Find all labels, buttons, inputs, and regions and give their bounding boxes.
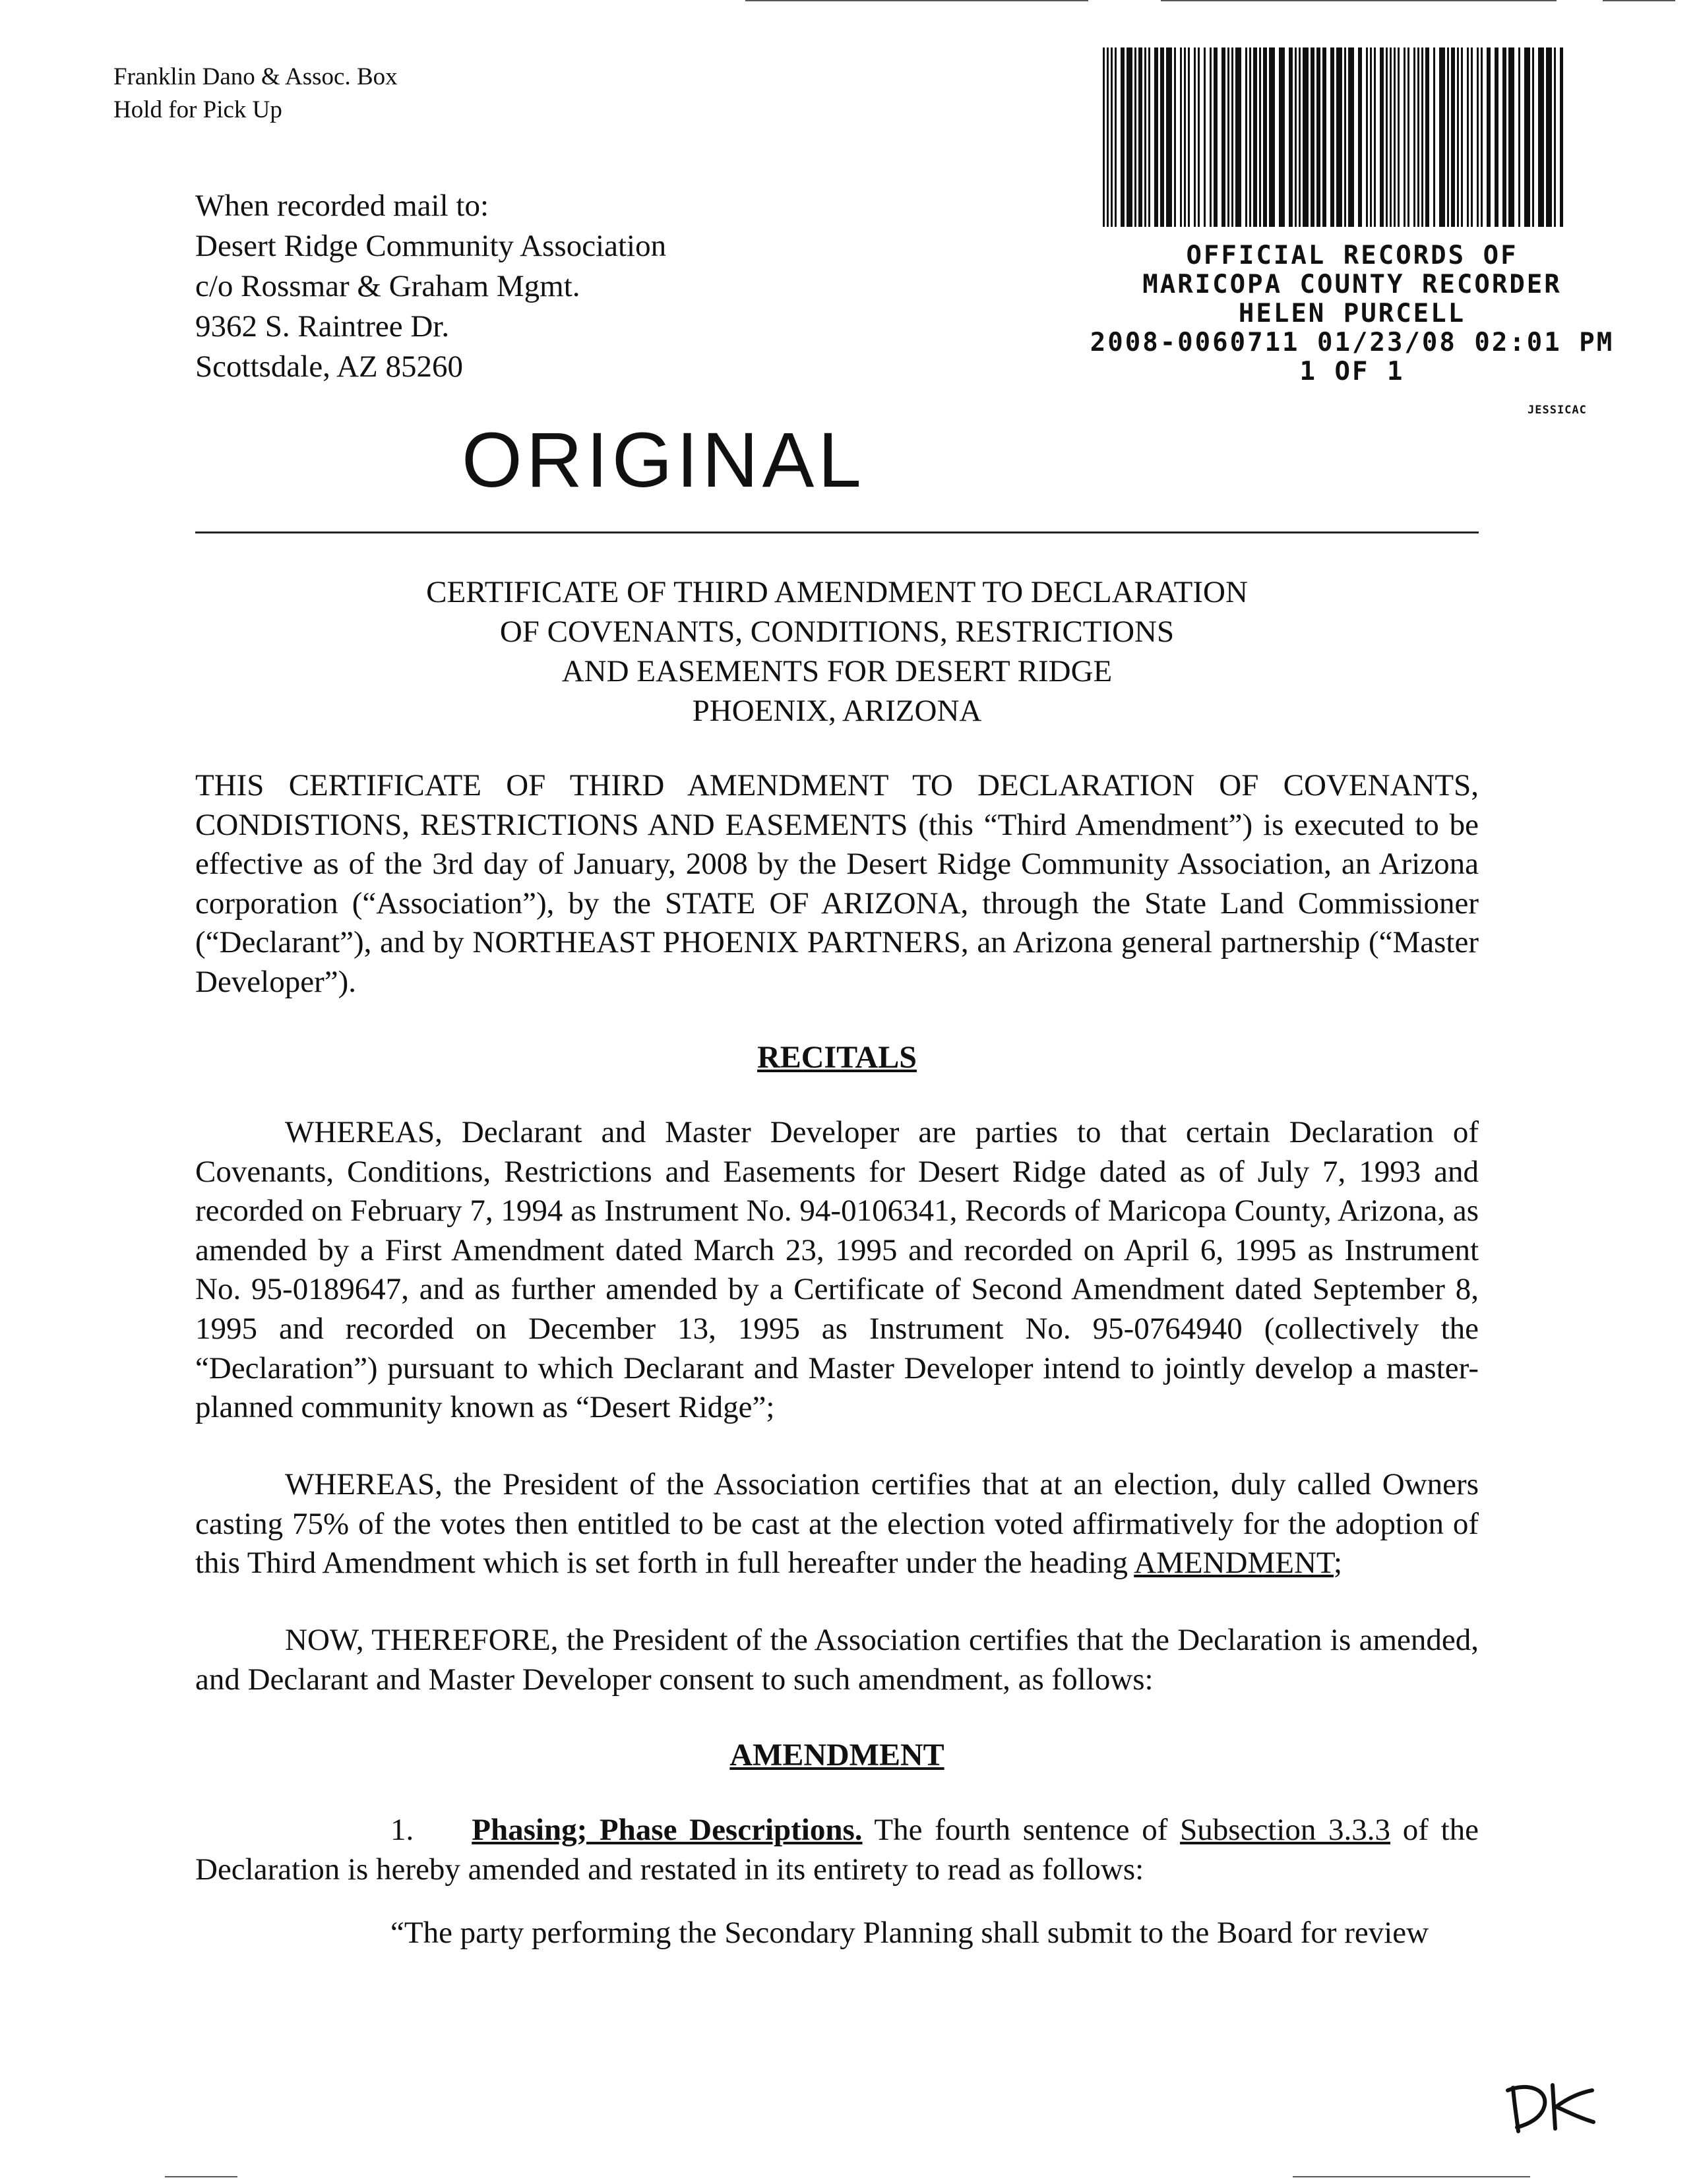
barcode-bar — [1487, 47, 1491, 227]
barcode-bar — [1245, 47, 1247, 227]
recorder-line: OFFICIAL RECORDS OF — [1186, 241, 1518, 270]
pickup-line: Franklin Dano & Assoc. Box — [113, 63, 398, 90]
barcode-bar — [1457, 47, 1459, 227]
barcode-bar — [1390, 47, 1392, 227]
barcode-bar — [1259, 47, 1261, 227]
mailing-address-block — [195, 186, 666, 387]
whereas-paragraph — [195, 1465, 1479, 1583]
barcode-bar — [1447, 47, 1449, 227]
whereas-paragraph: WHEREAS, Declarant and Master Developer are parties to that certain Declaration of Covenants, Conditions, Restrictions and Easements for Desert Ridge dated as of July 7, 1993 and recorded on February 7, 1994 as Instrument No. 94-0106341, Records of Maricopa County, Arizona, as amended by a First Amendment dated March 23, 1995 and recorded on April 6, 1995 as Instrument No. 95-0189647, and as further amended by a Certificate of Second Amendment dated September 8, 1995 and recorded on December 13, 1995 as Instrument No. 95-0764940 (collectively the “Declaration”) pursuant to which Declarant and Master Developer intend to jointly develop a master-planned community known as “Desert Ridge”; — [195, 1115, 1479, 1425]
barcode-bar — [1111, 47, 1113, 227]
barcode-bar — [1154, 47, 1158, 227]
barcode-bar — [1249, 47, 1251, 227]
page-count: 1 OF 1 — [1299, 357, 1405, 386]
title-line: PHOENIX, ARIZONA — [692, 694, 982, 728]
barcode-bar — [1374, 47, 1376, 227]
recitals-heading: RECITALS — [757, 1040, 917, 1075]
recording-ampm: PM — [1579, 328, 1615, 357]
scan-artifact-top — [1161, 0, 1557, 1]
intro-paragraph: THIS CERTIFICATE OF THIRD AMENDMENT TO DECLARATION OF COVENANTS, CONDISTIONS, RESTRICTIONS AND EASEMENTS (this “Third Amendment”) is executed to be effective as of the 3rd day of January, 2008 by the Desert Ridge Community Association, an Arizona corporation (“Association”), by the STATE OF ARIZONA, through the State Land Commissioner (“Declarant”), and by NORTHEAST PHOENIX PARTNERS, an Arizona general partnership (“Master Developer”). — [195, 768, 1479, 999]
barcode-bar — [1386, 47, 1388, 227]
barcode-bar — [1148, 47, 1150, 227]
barcode-bar — [1134, 47, 1136, 227]
barcode-bar — [1299, 47, 1301, 227]
recorder-name: HELEN PURCELL — [1238, 299, 1466, 328]
barcode-bar — [1524, 47, 1530, 227]
barcode-bar — [1417, 47, 1419, 227]
pickup-note — [113, 61, 398, 127]
scan-artifact-bottom — [1293, 2176, 1530, 2177]
barcode-bar — [1336, 47, 1342, 227]
barcode-bar — [1451, 47, 1455, 227]
barcode-bar — [1330, 47, 1334, 227]
barcode-bar — [1204, 47, 1206, 227]
barcode-bar — [1221, 47, 1225, 227]
barcode-bar — [1184, 47, 1186, 227]
barcode-bar — [1481, 47, 1483, 227]
barcode-bar — [1198, 47, 1200, 227]
barcode-bar — [1495, 47, 1498, 227]
barcode-bar — [1554, 47, 1556, 227]
barcode-bar — [1194, 47, 1196, 227]
original-stamp: ORIGINAL — [462, 417, 865, 504]
recording-number — [1068, 328, 1636, 357]
barcode-bar — [1279, 47, 1285, 227]
barcode-bar — [1461, 47, 1463, 227]
barcode-bar — [1322, 47, 1326, 227]
barcode-bar — [1467, 47, 1469, 227]
barcode-bar — [1413, 47, 1415, 227]
barcode-bar — [1471, 47, 1473, 227]
barcode-bar — [1214, 47, 1218, 227]
barcode-bar — [1303, 47, 1309, 227]
scan-artifact-top — [1603, 0, 1675, 1]
barcode-bar — [1210, 47, 1212, 227]
barcode-bar — [1404, 47, 1406, 227]
barcode-bar — [1370, 47, 1372, 227]
barcode-bar — [1394, 47, 1396, 227]
divider — [195, 531, 1479, 533]
barcode-bar — [1115, 47, 1117, 227]
address-line: c/o Rossmar & Graham Mgmt. — [195, 269, 580, 303]
handwritten-initials — [1501, 2078, 1600, 2138]
barcode-bar — [1433, 47, 1435, 227]
barcode-bar — [1138, 47, 1142, 227]
recording-datetime: 2008-0060711 01/23/08 02:01 — [1090, 328, 1562, 357]
barcode-bar — [1289, 47, 1293, 227]
barcode-bar — [1174, 47, 1176, 227]
quoted-text: “The party performing the Secondary Planning shall submit to the Board for review — [390, 1916, 1429, 1950]
recorder-line: MARICOPA COUNTY RECORDER — [1142, 270, 1562, 299]
barcode-bar — [1316, 47, 1320, 227]
barcode-bar — [1380, 47, 1384, 227]
recorder-stamp — [1068, 241, 1636, 386]
title-line: OF COVENANTS, CONDITIONS, RESTRICTIONS — [499, 615, 1175, 649]
barcode-bar — [1253, 47, 1257, 227]
amendment-reference: AMENDMENT — [1134, 1546, 1334, 1581]
barcode-bar — [1425, 47, 1429, 227]
barcode-bar — [1344, 47, 1346, 227]
amendment-heading: AMENDMENT — [729, 1738, 944, 1773]
barcode-bar — [1538, 47, 1544, 227]
barcode-bar — [1366, 47, 1368, 227]
item-title: Phasing; Phase Descriptions. — [472, 1813, 863, 1847]
now-therefore-paragraph: NOW, THEREFORE, the President of the Association certifies that the Declaration is amended, and Declarant and Master Developer consent to such amendment, as follows: — [195, 1623, 1479, 1697]
address-line: Scottsdale, AZ 85260 — [195, 349, 463, 384]
barcode-bar — [1121, 47, 1125, 227]
barcode-bar — [1348, 47, 1354, 227]
barcode-bar — [1160, 47, 1164, 227]
barcode-bar — [1477, 47, 1479, 227]
subsection-reference: Subsection 3.3.3 — [1180, 1813, 1391, 1847]
item-text: of the Declaration is hereby amended and restated in its entirety to read as follows: — [195, 1813, 1479, 1887]
barcode-bar — [1188, 47, 1190, 227]
amendment-item — [195, 1811, 1479, 1889]
barcode-bar — [1358, 47, 1362, 227]
item-text: The fourth sentence of — [862, 1813, 1181, 1847]
mailing-heading: When recorded mail to: — [195, 189, 489, 223]
barcode-bar — [1263, 47, 1267, 227]
barcode-bar — [1103, 47, 1105, 227]
clerk-id: JESSICAC — [1528, 404, 1587, 417]
barcode-bar — [1269, 47, 1275, 227]
scan-artifact-top — [745, 0, 1088, 1]
barcode-bar — [1295, 47, 1297, 227]
barcode-bar — [1127, 47, 1132, 227]
barcode-bar — [1235, 47, 1241, 227]
document-title — [195, 572, 1479, 731]
barcode-bar — [1518, 47, 1520, 227]
barcode-bar — [1508, 47, 1514, 227]
barcode-bar — [1107, 47, 1109, 227]
scan-artifact-bottom — [165, 2176, 237, 2177]
barcode-bar — [1311, 47, 1314, 227]
barcode-bar — [1421, 47, 1423, 227]
address-line: 9362 S. Raintree Dr. — [195, 309, 450, 344]
barcode-bar — [1502, 47, 1506, 227]
title-line: CERTIFICATE OF THIRD AMENDMENT TO DECLARATION — [426, 575, 1248, 609]
barcode-bar — [1180, 47, 1182, 227]
barcode-bar — [1560, 47, 1563, 227]
whereas-end: ; — [1334, 1546, 1343, 1581]
barcode-bar — [1231, 47, 1233, 227]
barcode — [1099, 47, 1567, 227]
address-line: Desert Ridge Community Association — [195, 229, 667, 263]
pickup-line: Hold for Pick Up — [113, 96, 282, 123]
barcode-bar — [1439, 47, 1445, 227]
barcode-bar — [1144, 47, 1146, 227]
barcode-bar — [1166, 47, 1172, 227]
barcode-bar — [1407, 47, 1409, 227]
whereas-text: WHEREAS, the President of the Association certifies that at an election, duly called Owners casting 75% of the votes then entitled to be cast at the election voted affirmatively for the adoption of this Third Amendment which is set forth in full hereafter under the heading — [195, 1467, 1479, 1581]
barcode-bar — [1546, 47, 1552, 227]
barcode-bar — [1532, 47, 1534, 227]
barcode-bar — [1227, 47, 1229, 227]
barcode-bar — [1398, 47, 1400, 227]
item-number: 1. — [390, 1813, 414, 1847]
title-line: AND EASEMENTS FOR DESERT RIDGE — [561, 654, 1113, 688]
